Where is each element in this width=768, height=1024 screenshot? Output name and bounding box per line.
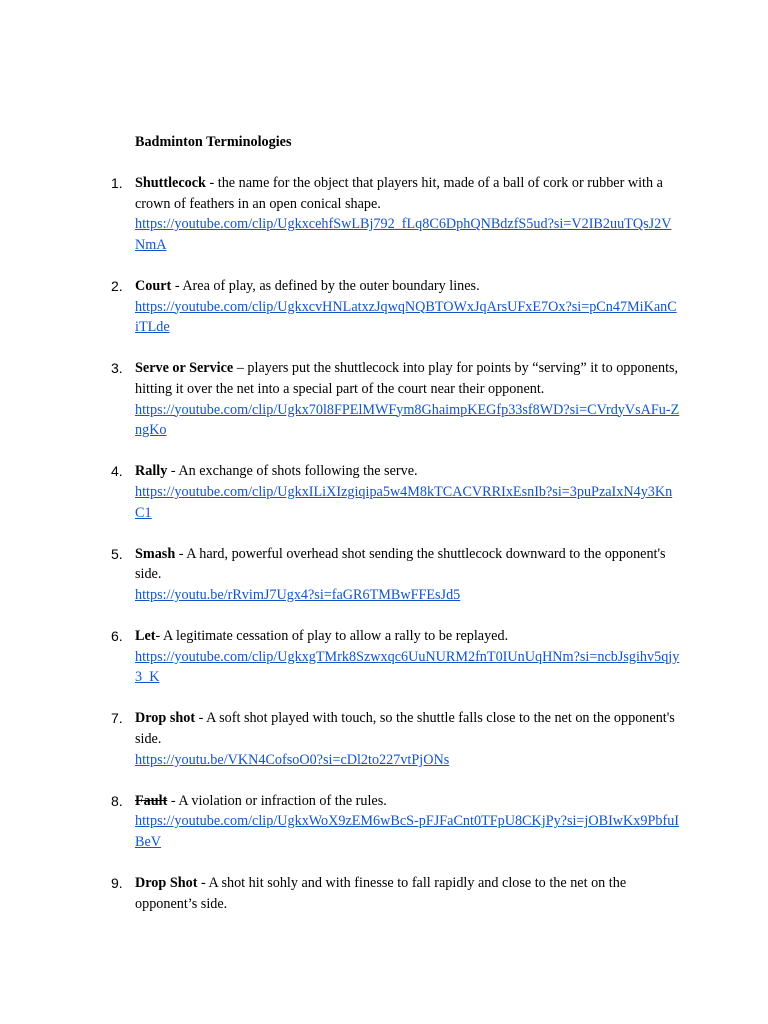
list-item xyxy=(111,626,680,688)
term-definition: A legitimate cessation of play to allow a rally to be replayed. xyxy=(163,628,509,645)
term-separator: - xyxy=(171,277,183,294)
list-item xyxy=(111,358,680,440)
term-name: Smash xyxy=(135,545,176,562)
term-separator: - xyxy=(197,875,209,892)
term-separator: - xyxy=(195,710,207,727)
term-name: Rally xyxy=(135,463,168,480)
term-separator: - xyxy=(167,463,179,480)
video-link[interactable]: https://youtu.be/VKN4CofsoO0?si=cDl2to227vtPjONs xyxy=(135,751,450,768)
list-item xyxy=(111,544,680,606)
list-item xyxy=(111,708,680,770)
term-number: 2. xyxy=(111,277,123,294)
video-link[interactable]: https://youtube.com/clip/UgkxcehfSwLBj792_fLq8C6DphQNBdzfS5ud?si=V2IB2uuTQsJ2VNmA xyxy=(135,216,672,253)
video-link[interactable]: https://youtube.com/clip/Ugkx70l8FPElMWFym8GhaimpKEGfp33sf8WD?si=CVrdyVsAFu-ZngKo xyxy=(135,401,680,439)
term-separator: - xyxy=(205,175,218,191)
term-number: 4. xyxy=(111,463,123,480)
video-link[interactable]: https://youtube.com/clip/UgkxWoX9zEM6wBcS-pFJFaCnt0TFpU8CKjPy?si=jOBIwKx9PbfuIBeV xyxy=(135,813,680,850)
term-definition: Area of play, as defined by the outer boundary lines. xyxy=(182,277,480,294)
list-item xyxy=(111,173,680,255)
term-separator: – xyxy=(233,360,248,377)
term-number: 3. xyxy=(111,360,123,377)
term-definition: A shot hit sohly and with finesse to fall rapidly and close to the net on the opponent’s side. xyxy=(135,875,627,912)
term-number: 1. xyxy=(111,175,123,191)
term-name: Drop shot xyxy=(135,710,196,727)
list-item xyxy=(111,276,680,338)
term-definition: A hard, powerful overhead shot sending the shuttlecock downward to the opponent's side. xyxy=(135,545,666,583)
list-item xyxy=(111,791,680,853)
term-number: 9. xyxy=(111,875,123,892)
term-separator: - xyxy=(155,628,163,645)
term-name: Let xyxy=(135,628,156,645)
term-definition: A violation or infraction of the rules. xyxy=(178,792,387,809)
term-number: 8. xyxy=(111,792,123,809)
term-number: 7. xyxy=(111,710,123,727)
term-number: 5. xyxy=(111,545,123,562)
term-name: Serve or Service xyxy=(135,360,234,377)
list-item xyxy=(111,461,680,523)
video-link[interactable]: https://youtube.com/clip/UgkxgTMrk8Szwxqc6UuNURM2fnT0IUnUqHNm?si=ncbJsgihv5qjy3_K xyxy=(135,648,680,686)
term-number: 6. xyxy=(111,628,123,645)
video-link[interactable]: https://youtube.com/clip/UgkxILiXIzgiqipa5w4M8kTCACVRRIxEsnIb?si=3puPzaIxN4y3KnC1 xyxy=(135,483,673,521)
term-separator: - xyxy=(175,545,187,562)
terms-list xyxy=(111,173,680,935)
term-name: Shuttlecock xyxy=(135,175,206,191)
term-name: Drop Shot xyxy=(135,875,198,892)
term-separator: - xyxy=(167,792,179,809)
video-link[interactable]: https://youtube.com/clip/UgkxcvHNLatxzJqwqNQBTOWxJqArsUFxE7Ox?si=pCn47MiKanCiTLde xyxy=(135,298,677,336)
list-item xyxy=(111,873,680,914)
document-title: Badminton Terminologies xyxy=(135,134,292,150)
term-name: Court xyxy=(135,277,172,294)
term-definition: the name for the object that players hit, made of a ball of cork or rubber with a crown of feathers in an open conical shape. xyxy=(135,175,663,212)
term-name-struck: Fault xyxy=(135,792,168,809)
video-link[interactable]: https://youtu.be/rRvimJ7Ugx4?si=faGR6TMBwFFEsJd5 xyxy=(135,586,461,603)
term-definition: An exchange of shots following the serve. xyxy=(178,463,418,480)
term-definition: players put the shuttlecock into play for points by “serving” it to opponents, hitting it over the net into a special part of the court near their opponent. xyxy=(135,360,679,397)
term-definition: A soft shot played with touch, so the shuttle falls close to the net on the opponent's side. xyxy=(135,710,675,748)
